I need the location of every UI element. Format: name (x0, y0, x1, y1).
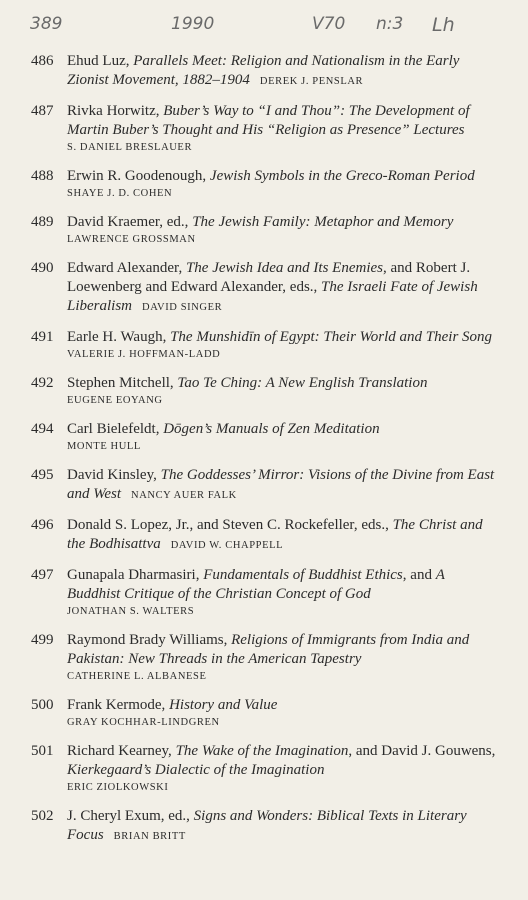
page-number: 502 (31, 808, 54, 824)
reviewer: EUGENE EOYANG (67, 395, 163, 406)
entry-text (67, 167, 500, 202)
review-entry (31, 807, 500, 846)
review-entry (31, 466, 500, 505)
second-book-title: A Buddhist Critique of the Christian Concept of God (67, 567, 445, 602)
connector-text: , and Robert J. Loewenberg and Edward Alexander, eds., (67, 260, 471, 295)
author: Donald S. Lopez, Jr., and Steven C. Rockefeller, eds., (67, 517, 393, 533)
page-number: 490 (31, 260, 54, 276)
reviewer: DAVID SINGER (142, 302, 223, 313)
review-entry (31, 52, 500, 91)
review-entry (31, 696, 500, 731)
author: David Kinsley, (67, 467, 161, 483)
page-number: 492 (31, 375, 54, 391)
page-number: 499 (31, 632, 54, 648)
handwritten-initials: Lh (432, 14, 455, 36)
book-title: Buber’s Way to “I and Thou”: The Development of Martin Buber’s Thought and His “Religion as Presence” Lectures (67, 103, 470, 138)
author: Earle H. Waugh, (67, 329, 171, 345)
handwritten-issue: n:3 (376, 14, 404, 34)
book-title: Signs and Wonders: Biblical Texts in Literary Focus (67, 808, 467, 843)
author: Raymond Brady Williams, (67, 632, 232, 648)
book-title: The Jewish Idea and Its Enemies (185, 260, 383, 276)
entry-text (67, 696, 500, 731)
reviewer: LAWRENCE GROSSMAN (67, 234, 196, 245)
entry-text (67, 566, 500, 620)
book-title: Jewish Symbols in the Greco-Roman Period (209, 168, 475, 184)
reviewer: S. DANIEL BRESLAUER (67, 142, 193, 153)
reviewer: CATHERINE L. ALBANESE (67, 671, 207, 682)
page-number: 488 (31, 168, 54, 184)
handwritten-year: 1990 (171, 14, 215, 34)
page-number: 487 (31, 103, 54, 119)
reviewer: JONATHAN S. WALTERS (67, 606, 195, 617)
page-number: 500 (31, 697, 54, 713)
entry-text (67, 52, 500, 91)
review-entry (31, 374, 500, 409)
handwritten-number: 389 (30, 14, 63, 34)
book-title: History and Value (169, 697, 278, 713)
author: Gunapala Dharmasiri, (67, 567, 204, 583)
reviewer: ERIC ZIOLKOWSKI (67, 782, 169, 793)
page-number: 489 (31, 214, 54, 230)
book-title: Tao Te Ching: A New English Translation (177, 375, 428, 391)
book-title: The Christ and the Bodhisattva (67, 517, 483, 552)
author: Richard Kearney, (67, 743, 176, 759)
connector-text: , and (402, 567, 436, 583)
entry-text (67, 516, 500, 555)
reviewer: NANCY AUER FALK (131, 490, 237, 501)
author: Frank Kermode, (67, 697, 170, 713)
entry-text (67, 466, 500, 505)
author: Erwin R. Goodenough, (67, 168, 210, 184)
author: Ehud Luz, (67, 53, 134, 69)
reviewer: GRAY KOCHHAR-LINDGREN (67, 717, 220, 728)
entry-text (67, 213, 500, 248)
book-title: The Jewish Family: Metaphor and Memory (192, 214, 454, 230)
author: Carl Bielefeldt, (67, 421, 164, 437)
review-entry (31, 213, 500, 248)
connector-text: , and David J. Gouwens, (348, 743, 496, 759)
entry-text (67, 807, 500, 846)
review-entry (31, 516, 500, 555)
reviewer: DAVID W. CHAPPELL (170, 540, 284, 551)
review-entry (31, 742, 500, 796)
entry-text (67, 420, 500, 455)
author: J. Cheryl Exum, ed., (67, 808, 194, 824)
entry-text (67, 631, 500, 685)
page-number: 501 (31, 743, 54, 759)
review-entry (31, 420, 500, 455)
entry-text (67, 742, 500, 796)
page-number: 495 (31, 467, 54, 483)
review-entry (31, 259, 500, 317)
review-entry (31, 566, 500, 620)
reviewer: DEREK J. PENSLAR (259, 76, 364, 87)
reviewer: SHAYE J. D. COHEN (67, 188, 173, 199)
review-entry (31, 102, 500, 156)
handwritten-note (30, 14, 508, 42)
review-entry (31, 631, 500, 685)
entry-text (67, 328, 500, 363)
second-book-title: The Israeli Fate of Jewish Liberalism (67, 279, 478, 314)
author: Rivka Horwitz, (67, 103, 164, 119)
page-number: 486 (31, 53, 54, 69)
reviewer: BRIAN BRITT (113, 831, 186, 842)
review-entry (31, 328, 500, 363)
book-title: Fundamentals of Buddhist Ethics (203, 567, 403, 583)
book-title: Parallels Meet: Religion and Nationalism in the Early Zionist Movement, 1882–1904 (67, 53, 460, 88)
reviewer: MONTE HULL (67, 441, 141, 452)
entry-text (67, 259, 500, 317)
review-entry (31, 167, 500, 202)
page-number: 497 (31, 567, 54, 583)
second-book-title: Kierkegaard’s Dialectic of the Imagination (67, 762, 325, 778)
book-title: Religions of Immigrants from India and Pakistan: New Threads in the American Tapestry (67, 632, 470, 667)
book-title: The Wake of the Imagination (175, 743, 349, 759)
book-title: Dōgen’s Manuals of Zen Meditation (163, 421, 380, 437)
page-number: 491 (31, 329, 54, 345)
book-title: The Munshidīn of Egypt: Their World and Their Song (170, 329, 493, 345)
entry-text (67, 374, 500, 409)
page-number: 494 (31, 421, 54, 437)
handwritten-volume: V70 (312, 14, 346, 34)
author: Stephen Mitchell, (67, 375, 178, 391)
entry-text (67, 102, 500, 156)
book-title: The Goddesses’ Mirror: Visions of the Divine from East and West (67, 467, 495, 502)
page-number: 496 (31, 517, 54, 533)
reviewer: VALERIE J. HOFFMAN-LADD (67, 349, 221, 360)
author: Edward Alexander, (67, 260, 186, 276)
author: David Kraemer, ed., (67, 214, 193, 230)
review-list (31, 52, 500, 857)
